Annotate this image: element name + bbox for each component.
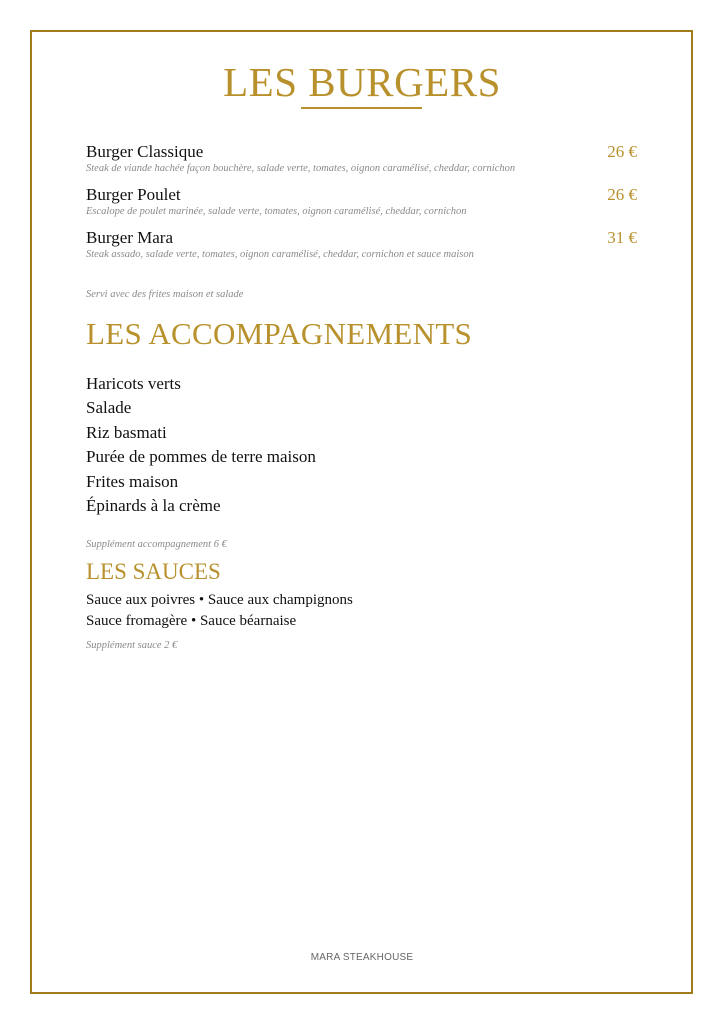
list-item: Haricots verts: [86, 374, 181, 393]
title-underline: [301, 107, 422, 109]
burgers-title: LES BURGERS: [223, 59, 501, 105]
menu-item-burger-classique: [86, 142, 641, 175]
item-description: Steak assado, salade verte, tomates, oignon caramélisé, cheddar, cornichon et sauce maison: [86, 249, 474, 260]
footer-restaurant-name: MARA STEAKHOUSE: [310, 952, 414, 963]
list-item: Purée de pommes de terre maison: [86, 447, 316, 467]
list-item: Frites maison: [86, 471, 179, 491]
sauce-line: Sauce fromagère • Sauce béarnaise: [86, 613, 297, 629]
item-name: Burger Poulet: [86, 185, 181, 204]
menu-item-burger-poulet: [86, 185, 641, 218]
item-name: Burger Mara: [86, 228, 174, 247]
item-description: Steak de viande hachée façon bouchère, salade verte, tomates, oignon caramélisé, cheddar, cornichon: [86, 163, 516, 174]
burgers-note: Servi avec des frites maison et salade: [86, 289, 244, 300]
menu-item-burger-mara: [86, 228, 641, 261]
sides-title: LES ACCOMPAGNEMENTS: [86, 316, 473, 351]
sides-note: Supplément accompagnement 6 €: [86, 539, 227, 550]
list-item: Salade: [86, 398, 132, 418]
item-description: Escalope de poulet marinée, salade verte, tomates, oignon caramélisé, cheddar, cornichon: [86, 206, 467, 217]
list-item: Épinards à la crème: [86, 496, 221, 516]
sides-list: [86, 372, 316, 518]
list-item: Riz basmati: [86, 422, 167, 442]
item-price: 31 €: [607, 228, 637, 247]
item-price: 26 €: [607, 185, 637, 204]
sauces-note: Supplément sauce 2 €: [86, 640, 178, 651]
sauces-title: LES SAUCES: [86, 559, 221, 584]
item-name: Burger Classique: [86, 142, 204, 161]
item-price: 26 €: [607, 142, 637, 161]
sauce-line: Sauce aux poivres • Sauce aux champignons: [86, 592, 353, 608]
